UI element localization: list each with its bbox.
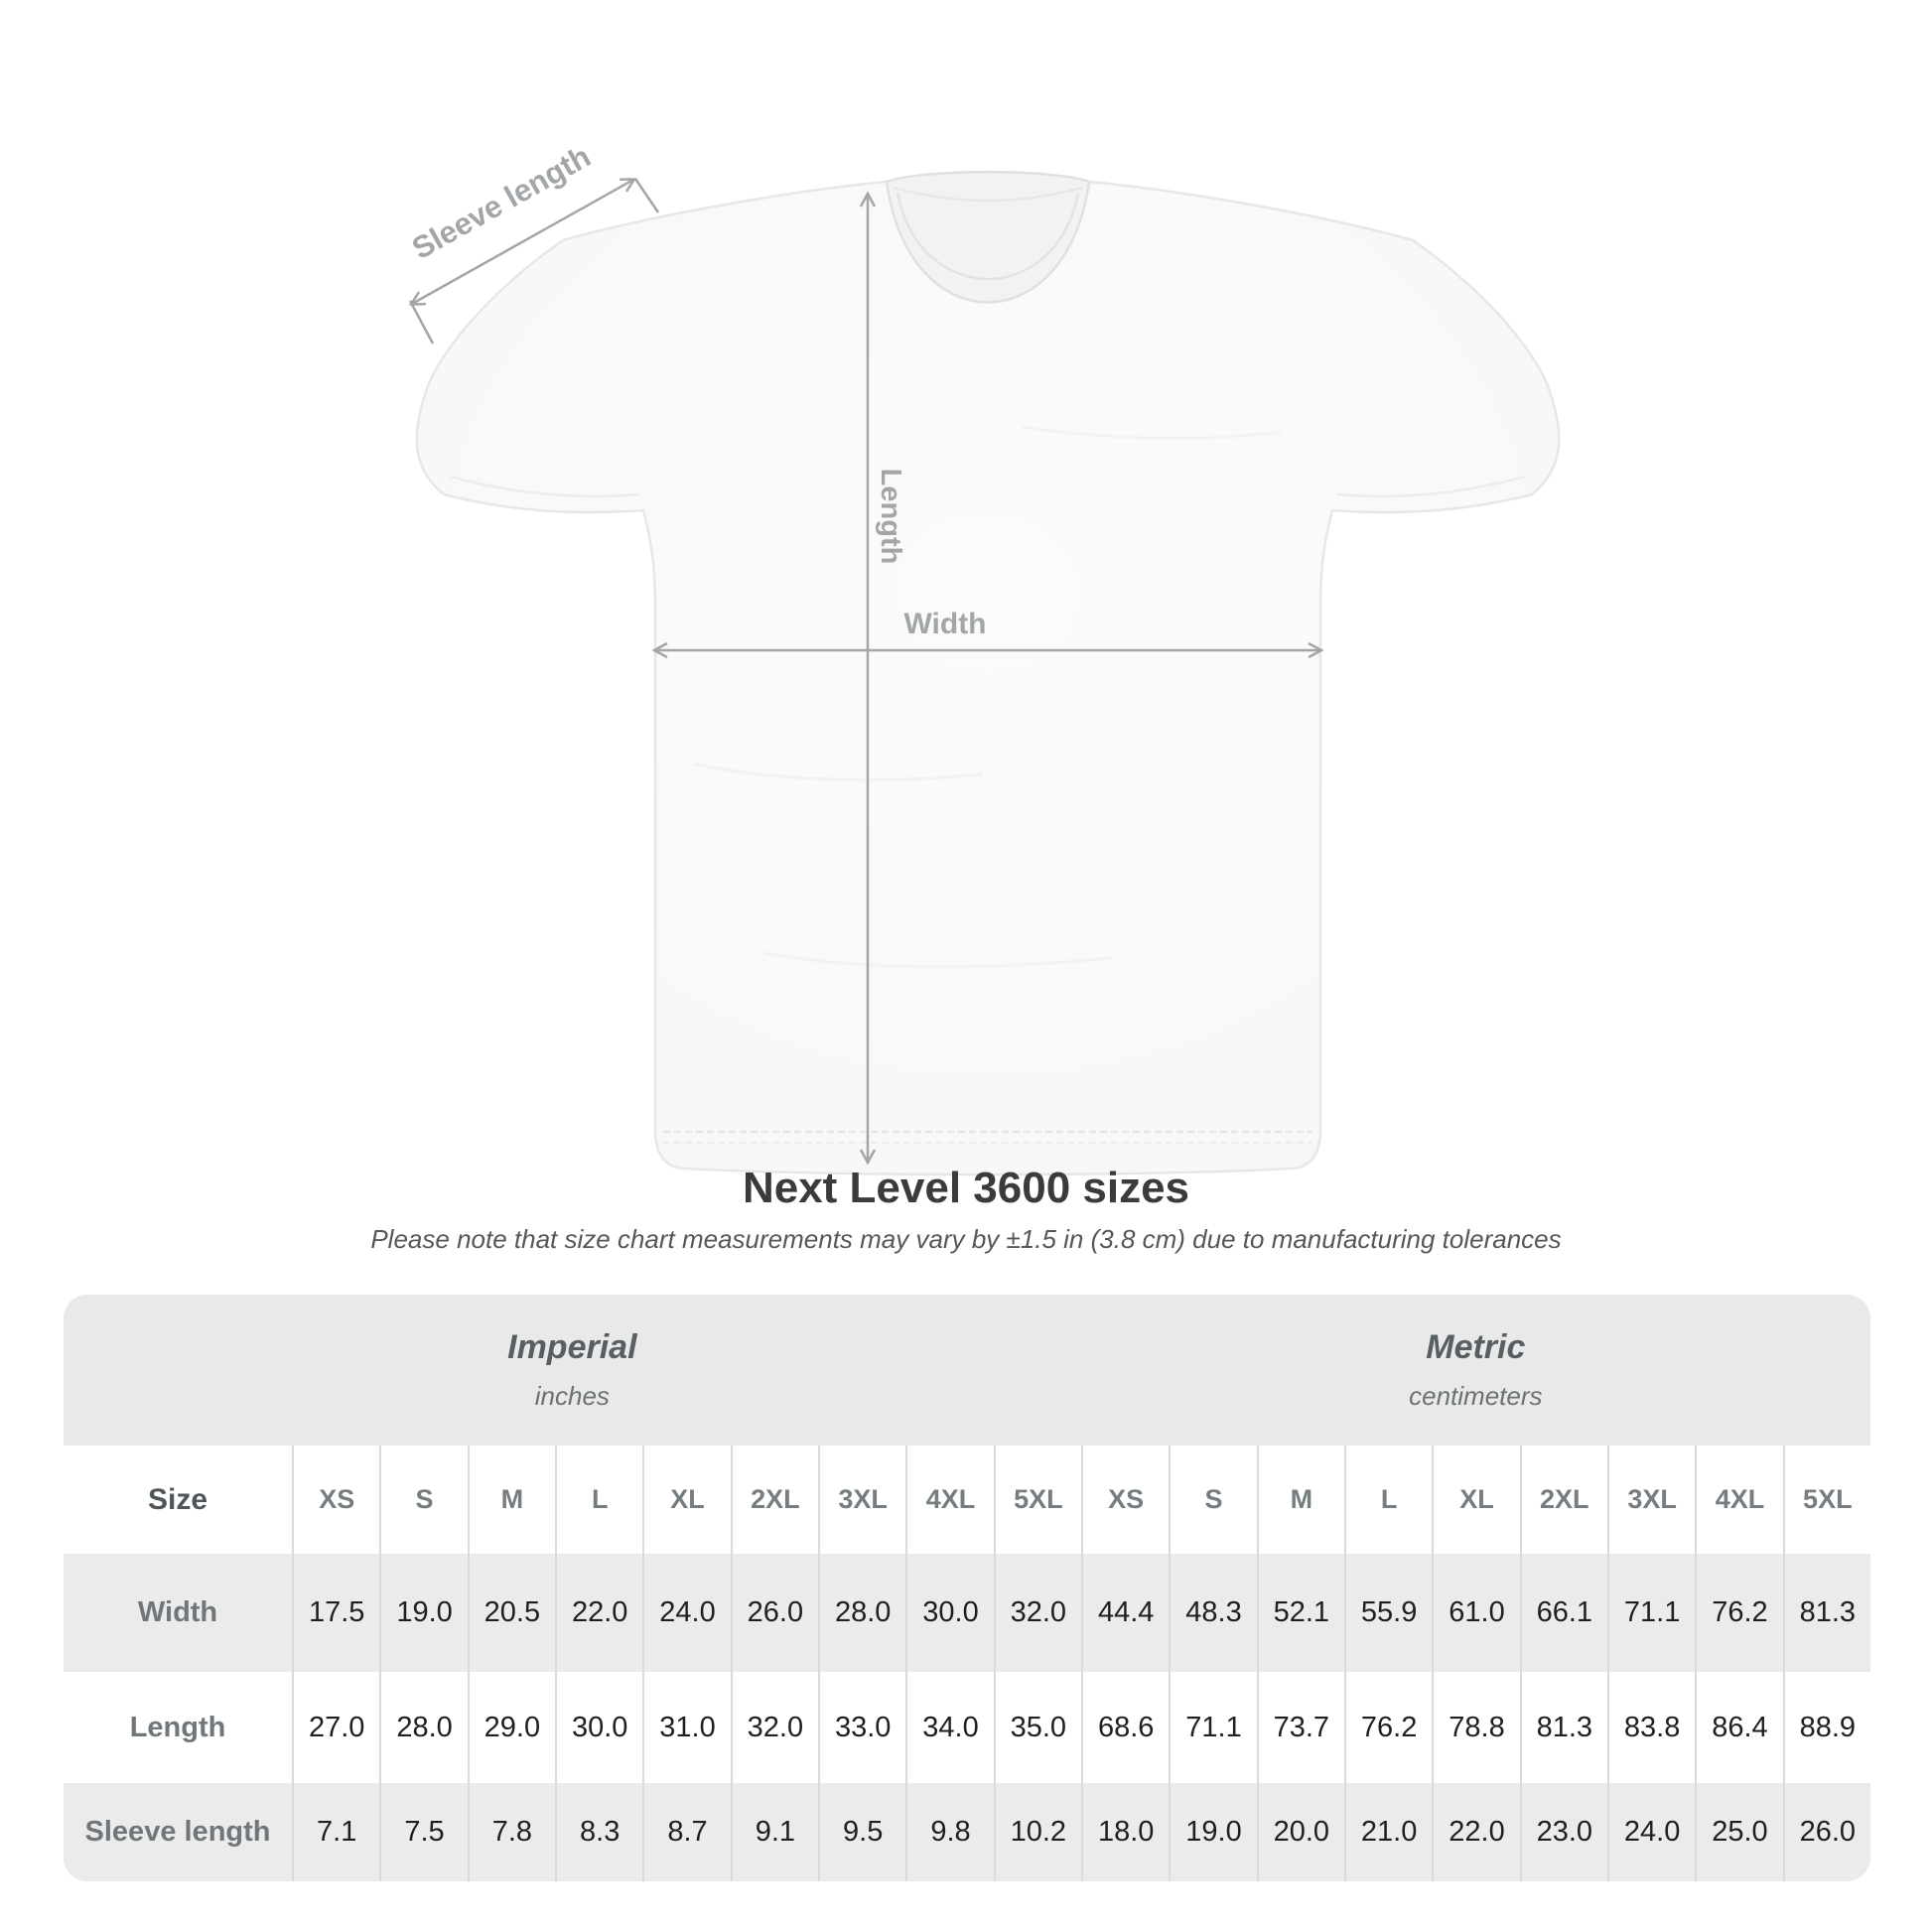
size-row-header: Size (64, 1446, 292, 1554)
measurement-value-imperial: 30.0 (905, 1554, 993, 1672)
size-column-header-imperial: 5XL (994, 1446, 1081, 1554)
measurement-value-imperial: 32.0 (731, 1672, 818, 1783)
measurement-row (64, 1672, 1870, 1783)
measurement-value-metric: 71.1 (1169, 1672, 1256, 1783)
measurement-value-metric: 66.1 (1520, 1554, 1607, 1672)
size-column-header-metric: M (1257, 1446, 1344, 1554)
measurement-value-metric: 25.0 (1695, 1783, 1782, 1881)
page-title: Next Level 3600 sizes (742, 1164, 1190, 1212)
measurement-value-imperial: 20.5 (468, 1554, 555, 1672)
measurement-value-metric: 21.0 (1344, 1783, 1432, 1881)
measurement-value-metric: 52.1 (1257, 1554, 1344, 1672)
metric-unit-group (1081, 1295, 1870, 1446)
measurement-value-metric: 19.0 (1169, 1783, 1256, 1881)
measurement-value-metric: 55.9 (1344, 1554, 1432, 1672)
measurement-value-imperial: 9.5 (818, 1783, 905, 1881)
measurement-value-metric: 26.0 (1783, 1783, 1870, 1881)
size-table-body (64, 1446, 1870, 1881)
sleeve-extension-tick-left (410, 301, 433, 344)
size-column-header-metric: 4XL (1695, 1446, 1782, 1554)
sleeve-length-label: Sleeve length (406, 138, 597, 267)
measurement-value-imperial: 9.1 (731, 1783, 818, 1881)
measurement-value-metric: 44.4 (1081, 1554, 1169, 1672)
measurement-value-imperial: 28.0 (379, 1672, 467, 1783)
tshirt-graphic (417, 172, 1559, 1174)
measurement-value-metric: 20.0 (1257, 1783, 1344, 1881)
measurement-value-imperial: 35.0 (994, 1672, 1081, 1783)
size-column-header-imperial: 2XL (731, 1446, 818, 1554)
sleeve-extension-tick-right (635, 179, 658, 212)
size-chart-card (64, 1295, 1870, 1881)
measurement-value-metric: 22.0 (1432, 1783, 1519, 1881)
measurement-value-imperial: 26.0 (731, 1554, 818, 1672)
measurement-value-metric: 23.0 (1520, 1783, 1607, 1881)
size-column-header-metric: 5XL (1783, 1446, 1870, 1554)
size-column-header-imperial: XS (292, 1446, 379, 1554)
width-label: Width (903, 608, 987, 640)
imperial-label: Imperial (507, 1328, 637, 1366)
measurement-value-imperial: 7.8 (468, 1783, 555, 1881)
size-table (64, 1446, 1870, 1881)
metric-label: Metric (1426, 1328, 1526, 1366)
measurement-value-metric: 18.0 (1081, 1783, 1169, 1881)
metric-unit-label: centimeters (1409, 1381, 1543, 1411)
size-column-header-metric: XS (1081, 1446, 1169, 1554)
length-label: Length (875, 468, 906, 565)
size-column-header-imperial: XL (642, 1446, 730, 1554)
measurement-value-imperial: 8.7 (642, 1783, 730, 1881)
size-column-header-metric: S (1169, 1446, 1256, 1554)
measurement-value-metric: 81.3 (1783, 1554, 1870, 1672)
measurement-value-metric: 68.6 (1081, 1672, 1169, 1783)
measurement-value-metric: 76.2 (1344, 1672, 1432, 1783)
measurement-value-imperial: 28.0 (818, 1554, 905, 1672)
measurement-value-metric: 78.8 (1432, 1672, 1519, 1783)
measurement-value-metric: 88.9 (1783, 1672, 1870, 1783)
size-column-header-imperial: L (555, 1446, 642, 1554)
measurement-value-imperial: 7.5 (379, 1783, 467, 1881)
unit-header-band (64, 1295, 1870, 1446)
size-column-header-metric: XL (1432, 1446, 1519, 1554)
size-column-header-metric: 3XL (1607, 1446, 1695, 1554)
measurement-value-imperial: 29.0 (468, 1672, 555, 1783)
measurement-value-metric: 81.3 (1520, 1672, 1607, 1783)
measurement-value-metric: 86.4 (1695, 1672, 1782, 1783)
measurement-value-imperial: 22.0 (555, 1554, 642, 1672)
measurement-value-imperial: 33.0 (818, 1672, 905, 1783)
page-subtitle: Please note that size chart measurements may vary by ±1.5 in (3.8 cm) due to manufacturing tolerances (370, 1224, 1562, 1254)
measurement-value-metric: 83.8 (1607, 1672, 1695, 1783)
measurement-value-metric: 76.2 (1695, 1554, 1782, 1672)
measurement-value-imperial: 31.0 (642, 1672, 730, 1783)
measurement-row-label: Width (64, 1554, 292, 1672)
measurement-value-imperial: 10.2 (994, 1783, 1081, 1881)
size-column-header-imperial: 3XL (818, 1446, 905, 1554)
measurement-value-imperial: 24.0 (642, 1554, 730, 1672)
size-column-header-imperial: 4XL (905, 1446, 993, 1554)
imperial-unit-label: inches (534, 1381, 610, 1411)
measurement-row-label: Length (64, 1672, 292, 1783)
size-column-header-imperial: M (468, 1446, 555, 1554)
measurement-value-imperial: 7.1 (292, 1783, 379, 1881)
measurement-value-imperial: 9.8 (905, 1783, 993, 1881)
measurement-value-imperial: 34.0 (905, 1672, 993, 1783)
measurement-row-label: Sleeve length (64, 1783, 292, 1881)
measurement-value-imperial: 30.0 (555, 1672, 642, 1783)
measurement-value-metric: 73.7 (1257, 1672, 1344, 1783)
measurement-value-imperial: 19.0 (379, 1554, 467, 1672)
measurement-value-metric: 71.1 (1607, 1554, 1695, 1672)
measurement-value-imperial: 8.3 (555, 1783, 642, 1881)
measurement-value-imperial: 17.5 (292, 1554, 379, 1672)
imperial-unit-group (64, 1295, 1081, 1446)
size-column-header-metric: 2XL (1520, 1446, 1607, 1554)
size-column-header-imperial: S (379, 1446, 467, 1554)
measurement-row (64, 1783, 1870, 1881)
measurement-value-imperial: 27.0 (292, 1672, 379, 1783)
measurement-row (64, 1554, 1870, 1672)
measurement-value-metric: 48.3 (1169, 1554, 1256, 1672)
measurement-value-imperial: 32.0 (994, 1554, 1081, 1672)
measurement-value-metric: 24.0 (1607, 1783, 1695, 1881)
size-column-header-metric: L (1344, 1446, 1432, 1554)
size-header-row (64, 1446, 1870, 1554)
measurement-value-metric: 61.0 (1432, 1554, 1519, 1672)
